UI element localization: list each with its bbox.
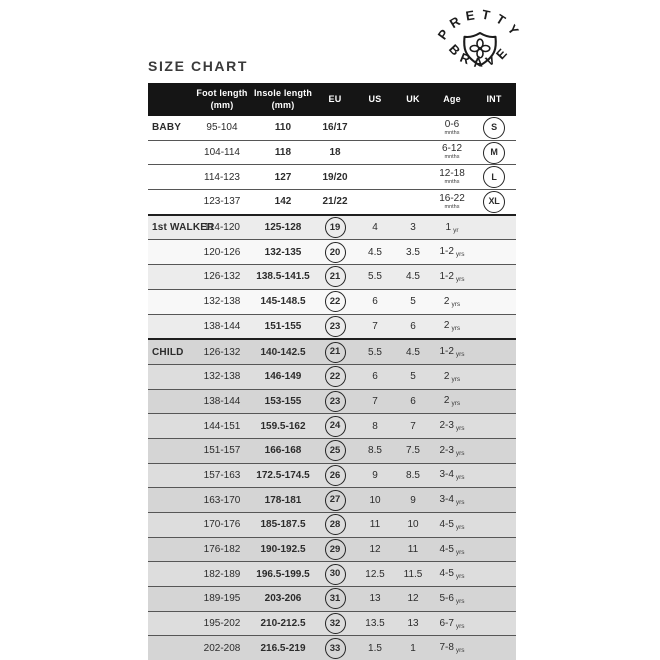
header-insole-length: Insole length (mm) bbox=[253, 87, 313, 110]
cell-insole-length: 159.5-162 bbox=[260, 420, 306, 432]
cell-age: 2 $_{yrs}$ bbox=[443, 370, 461, 383]
cell-uk-size: 8.5 bbox=[406, 469, 420, 481]
table-row bbox=[148, 164, 516, 189]
cell-insole-length: 185-187.5 bbox=[260, 519, 306, 531]
cell-eu-size bbox=[314, 391, 356, 412]
cell-insole-length: 196.5-199.5 bbox=[256, 568, 310, 580]
cell-eu-size bbox=[314, 342, 356, 363]
cell-us-size: 13 bbox=[369, 593, 381, 605]
cell-eu-size bbox=[314, 440, 356, 461]
cell-int-size bbox=[472, 117, 516, 139]
cell-us-size: 6 bbox=[372, 296, 378, 308]
table-row bbox=[148, 289, 516, 314]
cell-foot-length: 151-157 bbox=[203, 445, 241, 457]
cell-age: 4-5 $_{yrs}$ bbox=[439, 518, 465, 531]
cell-age: 3-4 $_{yrs}$ bbox=[439, 494, 465, 507]
cell-eu-size bbox=[314, 613, 356, 634]
cell-insole-length: 110 bbox=[274, 122, 292, 134]
cell-eu-size bbox=[314, 416, 356, 437]
cell-insole-length: 216.5-219 bbox=[260, 642, 306, 654]
cell-uk-size: 6 bbox=[410, 320, 416, 332]
cell-us-size: 5.5 bbox=[368, 271, 382, 283]
table-row bbox=[148, 611, 516, 636]
cell-eu-size bbox=[314, 266, 356, 287]
cell-uk-size: 13 bbox=[407, 618, 419, 630]
table-row bbox=[148, 635, 516, 660]
cell-insole-length: 125-128 bbox=[264, 222, 302, 234]
cell-uk-size: 10 bbox=[407, 519, 419, 531]
cell-foot-length: 144-151 bbox=[203, 420, 241, 432]
table-row bbox=[148, 338, 516, 364]
cell-us-size: 10 bbox=[369, 494, 381, 506]
cell-uk-size: 3.5 bbox=[406, 246, 420, 258]
cell-insole-length: 166-168 bbox=[264, 445, 302, 457]
cell-insole-length: 172.5-174.5 bbox=[256, 469, 310, 481]
eu-circle-badge: 21 bbox=[325, 342, 346, 363]
cell-eu-size: 16/17 bbox=[322, 122, 348, 134]
eu-circle-badge: 23 bbox=[325, 316, 346, 337]
cell-eu-size: 19/20 bbox=[322, 171, 348, 183]
table-row bbox=[148, 314, 516, 339]
int-circle-badge: L bbox=[483, 166, 505, 188]
cell-insole-length: 151-155 bbox=[264, 320, 302, 332]
cell-insole-length: 146-149 bbox=[264, 371, 302, 383]
cell-age: 1-2 $_{yrs}$ bbox=[439, 346, 465, 359]
cell-insole-length: 138.5-141.5 bbox=[256, 271, 310, 283]
eu-circle-badge: 19 bbox=[325, 217, 346, 238]
cell-foot-length: 120-126 bbox=[203, 246, 241, 258]
cell-insole-length: 178-181 bbox=[264, 494, 302, 506]
cell-us-size: 5.5 bbox=[368, 346, 382, 358]
cell-foot-length: 138-144 bbox=[203, 395, 241, 407]
cell-foot-length: 123-137 bbox=[203, 196, 241, 208]
cell-age: 5-6 $_{yrs}$ bbox=[439, 592, 465, 605]
cell-foot-length: 114-123 bbox=[204, 171, 240, 183]
cell-uk-size: 3 bbox=[410, 222, 416, 234]
header-uk: UK bbox=[406, 93, 420, 104]
cell-us-size: 12.5 bbox=[365, 568, 385, 580]
cell-eu-size bbox=[314, 217, 356, 238]
cell-eu-size bbox=[314, 564, 356, 585]
int-circle-badge: S bbox=[483, 117, 505, 139]
int-circle-badge: XL bbox=[483, 191, 505, 213]
cell-uk-size: 4.5 bbox=[406, 271, 420, 283]
cell-insole-length: 190-192.5 bbox=[260, 544, 306, 556]
header-foot-length: Foot length (mm) bbox=[196, 87, 248, 110]
cell-age: 7-8 $_{yrs}$ bbox=[439, 642, 465, 655]
cell-us-size: 12 bbox=[369, 544, 381, 556]
table-row bbox=[148, 116, 516, 140]
eu-circle-badge: 30 bbox=[325, 564, 346, 585]
cell-eu-size bbox=[314, 490, 356, 511]
table-row bbox=[148, 189, 516, 214]
table-row bbox=[148, 140, 516, 165]
eu-circle-badge: 32 bbox=[325, 613, 346, 634]
cell-eu-size bbox=[314, 465, 356, 486]
table-row bbox=[148, 537, 516, 562]
cell-insole-length: 153-155 bbox=[264, 395, 302, 407]
header-int: INT bbox=[486, 93, 502, 104]
cell-uk-size: 1 bbox=[410, 642, 416, 654]
cell-age: 2 $_{yrs}$ bbox=[443, 295, 461, 308]
cell-age: 0-6 mnths bbox=[444, 118, 460, 136]
cell-age: 6-7 $_{yrs}$ bbox=[439, 617, 465, 630]
cell-insole-length: 118 bbox=[274, 147, 292, 159]
cell-foot-length: 138-144 bbox=[203, 320, 241, 332]
logo-top-text: PRETTY bbox=[434, 6, 526, 43]
cell-us-size: 6 bbox=[372, 371, 378, 383]
cell-us-size: 7 bbox=[372, 395, 378, 407]
section-label: BABY bbox=[152, 122, 182, 134]
eu-circle-badge: 23 bbox=[325, 391, 346, 412]
eu-circle-badge: 26 bbox=[325, 465, 346, 486]
cell-age: 12-18 mnths bbox=[439, 167, 465, 185]
cell-us-size: 8 bbox=[372, 420, 378, 432]
table-row bbox=[148, 413, 516, 438]
cell-foot-length: 132-138 bbox=[203, 371, 241, 383]
cell-insole-length: 127 bbox=[274, 171, 292, 183]
table-row bbox=[148, 561, 516, 586]
cell-insole-length: 145-148.5 bbox=[260, 296, 306, 308]
eu-circle-badge: 33 bbox=[325, 638, 346, 659]
cell-eu-size bbox=[314, 316, 356, 337]
eu-circle-badge: 28 bbox=[325, 514, 346, 535]
cell-us-size: 13.5 bbox=[365, 618, 385, 630]
cell-us-size: 9 bbox=[372, 469, 378, 481]
cell-foot-length: 163-170 bbox=[203, 494, 241, 506]
cell-us-size: 1.5 bbox=[368, 642, 382, 654]
table-row bbox=[148, 264, 516, 289]
cell-eu-size bbox=[314, 291, 356, 312]
cell-us-size: 11 bbox=[369, 519, 381, 531]
cell-uk-size: 5 bbox=[410, 296, 416, 308]
cell-age: 4-5 $_{yrs}$ bbox=[439, 543, 465, 556]
eu-circle-badge: 31 bbox=[325, 588, 346, 609]
section-label: CHILD bbox=[152, 346, 184, 358]
cell-us-size: 7 bbox=[372, 320, 378, 332]
cell-age: 16-22 mnths bbox=[439, 192, 465, 210]
cell-foot-length: 170-176 bbox=[203, 519, 241, 531]
cell-foot-length: 157-163 bbox=[203, 469, 241, 481]
eu-circle-badge: 21 bbox=[325, 266, 346, 287]
cell-age: 6-12 mnths bbox=[441, 143, 462, 161]
cell-foot-length: 126-132 bbox=[203, 271, 241, 283]
table-header bbox=[148, 83, 516, 116]
cell-int-size bbox=[472, 142, 516, 164]
cell-uk-size: 6 bbox=[410, 395, 416, 407]
cell-us-size: 8.5 bbox=[368, 445, 382, 457]
table-row bbox=[148, 364, 516, 389]
cell-age: 1-2 $_{yrs}$ bbox=[439, 270, 465, 283]
table-row bbox=[148, 512, 516, 537]
cell-age: 4-5 $_{yrs}$ bbox=[439, 568, 465, 581]
cell-eu-size: 21/22 bbox=[322, 196, 348, 208]
table-row bbox=[148, 463, 516, 488]
cell-eu-size bbox=[314, 366, 356, 387]
cell-eu-size bbox=[314, 588, 356, 609]
cell-eu-size: 18 bbox=[329, 147, 341, 159]
table-body bbox=[148, 116, 516, 660]
cell-age: 2 $_{yrs}$ bbox=[443, 320, 461, 333]
page-title: SIZE CHART bbox=[148, 58, 248, 74]
table-row bbox=[148, 389, 516, 414]
cell-foot-length: 202-208 bbox=[203, 642, 241, 654]
table-row bbox=[148, 438, 516, 463]
cell-foot-length: 104-114 bbox=[204, 147, 240, 159]
cell-insole-length: 142 bbox=[274, 196, 292, 208]
cell-us-size: 4 bbox=[372, 222, 378, 234]
cell-age: 3-4 $_{yrs}$ bbox=[439, 469, 465, 482]
cell-eu-size bbox=[314, 539, 356, 560]
logo-bottom-text: BRAVE bbox=[445, 41, 514, 70]
cell-foot-length: 189-195 bbox=[203, 593, 241, 605]
cell-age: 1 $_{yr}$ bbox=[445, 221, 459, 234]
table-row bbox=[148, 586, 516, 611]
cell-uk-size: 11.5 bbox=[403, 568, 423, 580]
cell-insole-length: 132-135 bbox=[264, 246, 302, 258]
eu-circle-badge: 27 bbox=[325, 490, 346, 511]
cell-foot-length: 195-202 bbox=[203, 618, 241, 630]
cell-age: 2-3 $_{yrs}$ bbox=[439, 420, 465, 433]
cell-uk-size: 12 bbox=[407, 593, 419, 605]
eu-circle-badge: 22 bbox=[325, 366, 346, 387]
cell-insole-length: 140-142.5 bbox=[260, 346, 306, 358]
header-eu: EU bbox=[328, 93, 342, 104]
cell-foot-length: 95-104 bbox=[206, 122, 238, 134]
table-row bbox=[148, 239, 516, 264]
cell-eu-size bbox=[314, 638, 356, 659]
cell-eu-size bbox=[314, 242, 356, 263]
cell-foot-length: 126-132 bbox=[203, 346, 241, 358]
cell-uk-size: 11 bbox=[407, 544, 419, 556]
eu-circle-badge: 29 bbox=[325, 539, 346, 560]
cell-int-size bbox=[472, 166, 516, 188]
cell-uk-size: 4.5 bbox=[406, 346, 420, 358]
section-label: 1st WALKER bbox=[152, 222, 215, 234]
cell-us-size: 4.5 bbox=[368, 246, 382, 258]
cell-eu-size bbox=[314, 514, 356, 535]
cell-uk-size: 5 bbox=[410, 371, 416, 383]
eu-circle-badge: 24 bbox=[325, 416, 346, 437]
cell-uk-size: 7 bbox=[410, 420, 416, 432]
cell-uk-size: 7.5 bbox=[406, 445, 420, 457]
eu-circle-badge: 25 bbox=[325, 440, 346, 461]
cell-uk-size: 9 bbox=[410, 494, 416, 506]
int-circle-badge: M bbox=[483, 142, 505, 164]
header-age: Age bbox=[443, 93, 461, 104]
eu-circle-badge: 22 bbox=[325, 291, 346, 312]
cell-age: 1-2 $_{yrs}$ bbox=[439, 246, 465, 259]
cell-insole-length: 203-206 bbox=[264, 593, 302, 605]
cell-foot-length: 176-182 bbox=[203, 544, 241, 556]
cell-foot-length: 114-120 bbox=[204, 222, 240, 234]
cell-int-size bbox=[472, 191, 516, 213]
cell-insole-length: 210-212.5 bbox=[260, 618, 306, 630]
cell-foot-length: 132-138 bbox=[203, 296, 241, 308]
cell-age: 2-3 $_{yrs}$ bbox=[439, 444, 465, 457]
cell-foot-length: 182-189 bbox=[203, 568, 241, 580]
header-us: US bbox=[368, 93, 382, 104]
size-chart-table bbox=[148, 83, 516, 660]
table-row bbox=[148, 487, 516, 512]
cell-age: 2 $_{yrs}$ bbox=[443, 395, 461, 408]
eu-circle-badge: 20 bbox=[325, 242, 346, 263]
table-row bbox=[148, 214, 516, 240]
